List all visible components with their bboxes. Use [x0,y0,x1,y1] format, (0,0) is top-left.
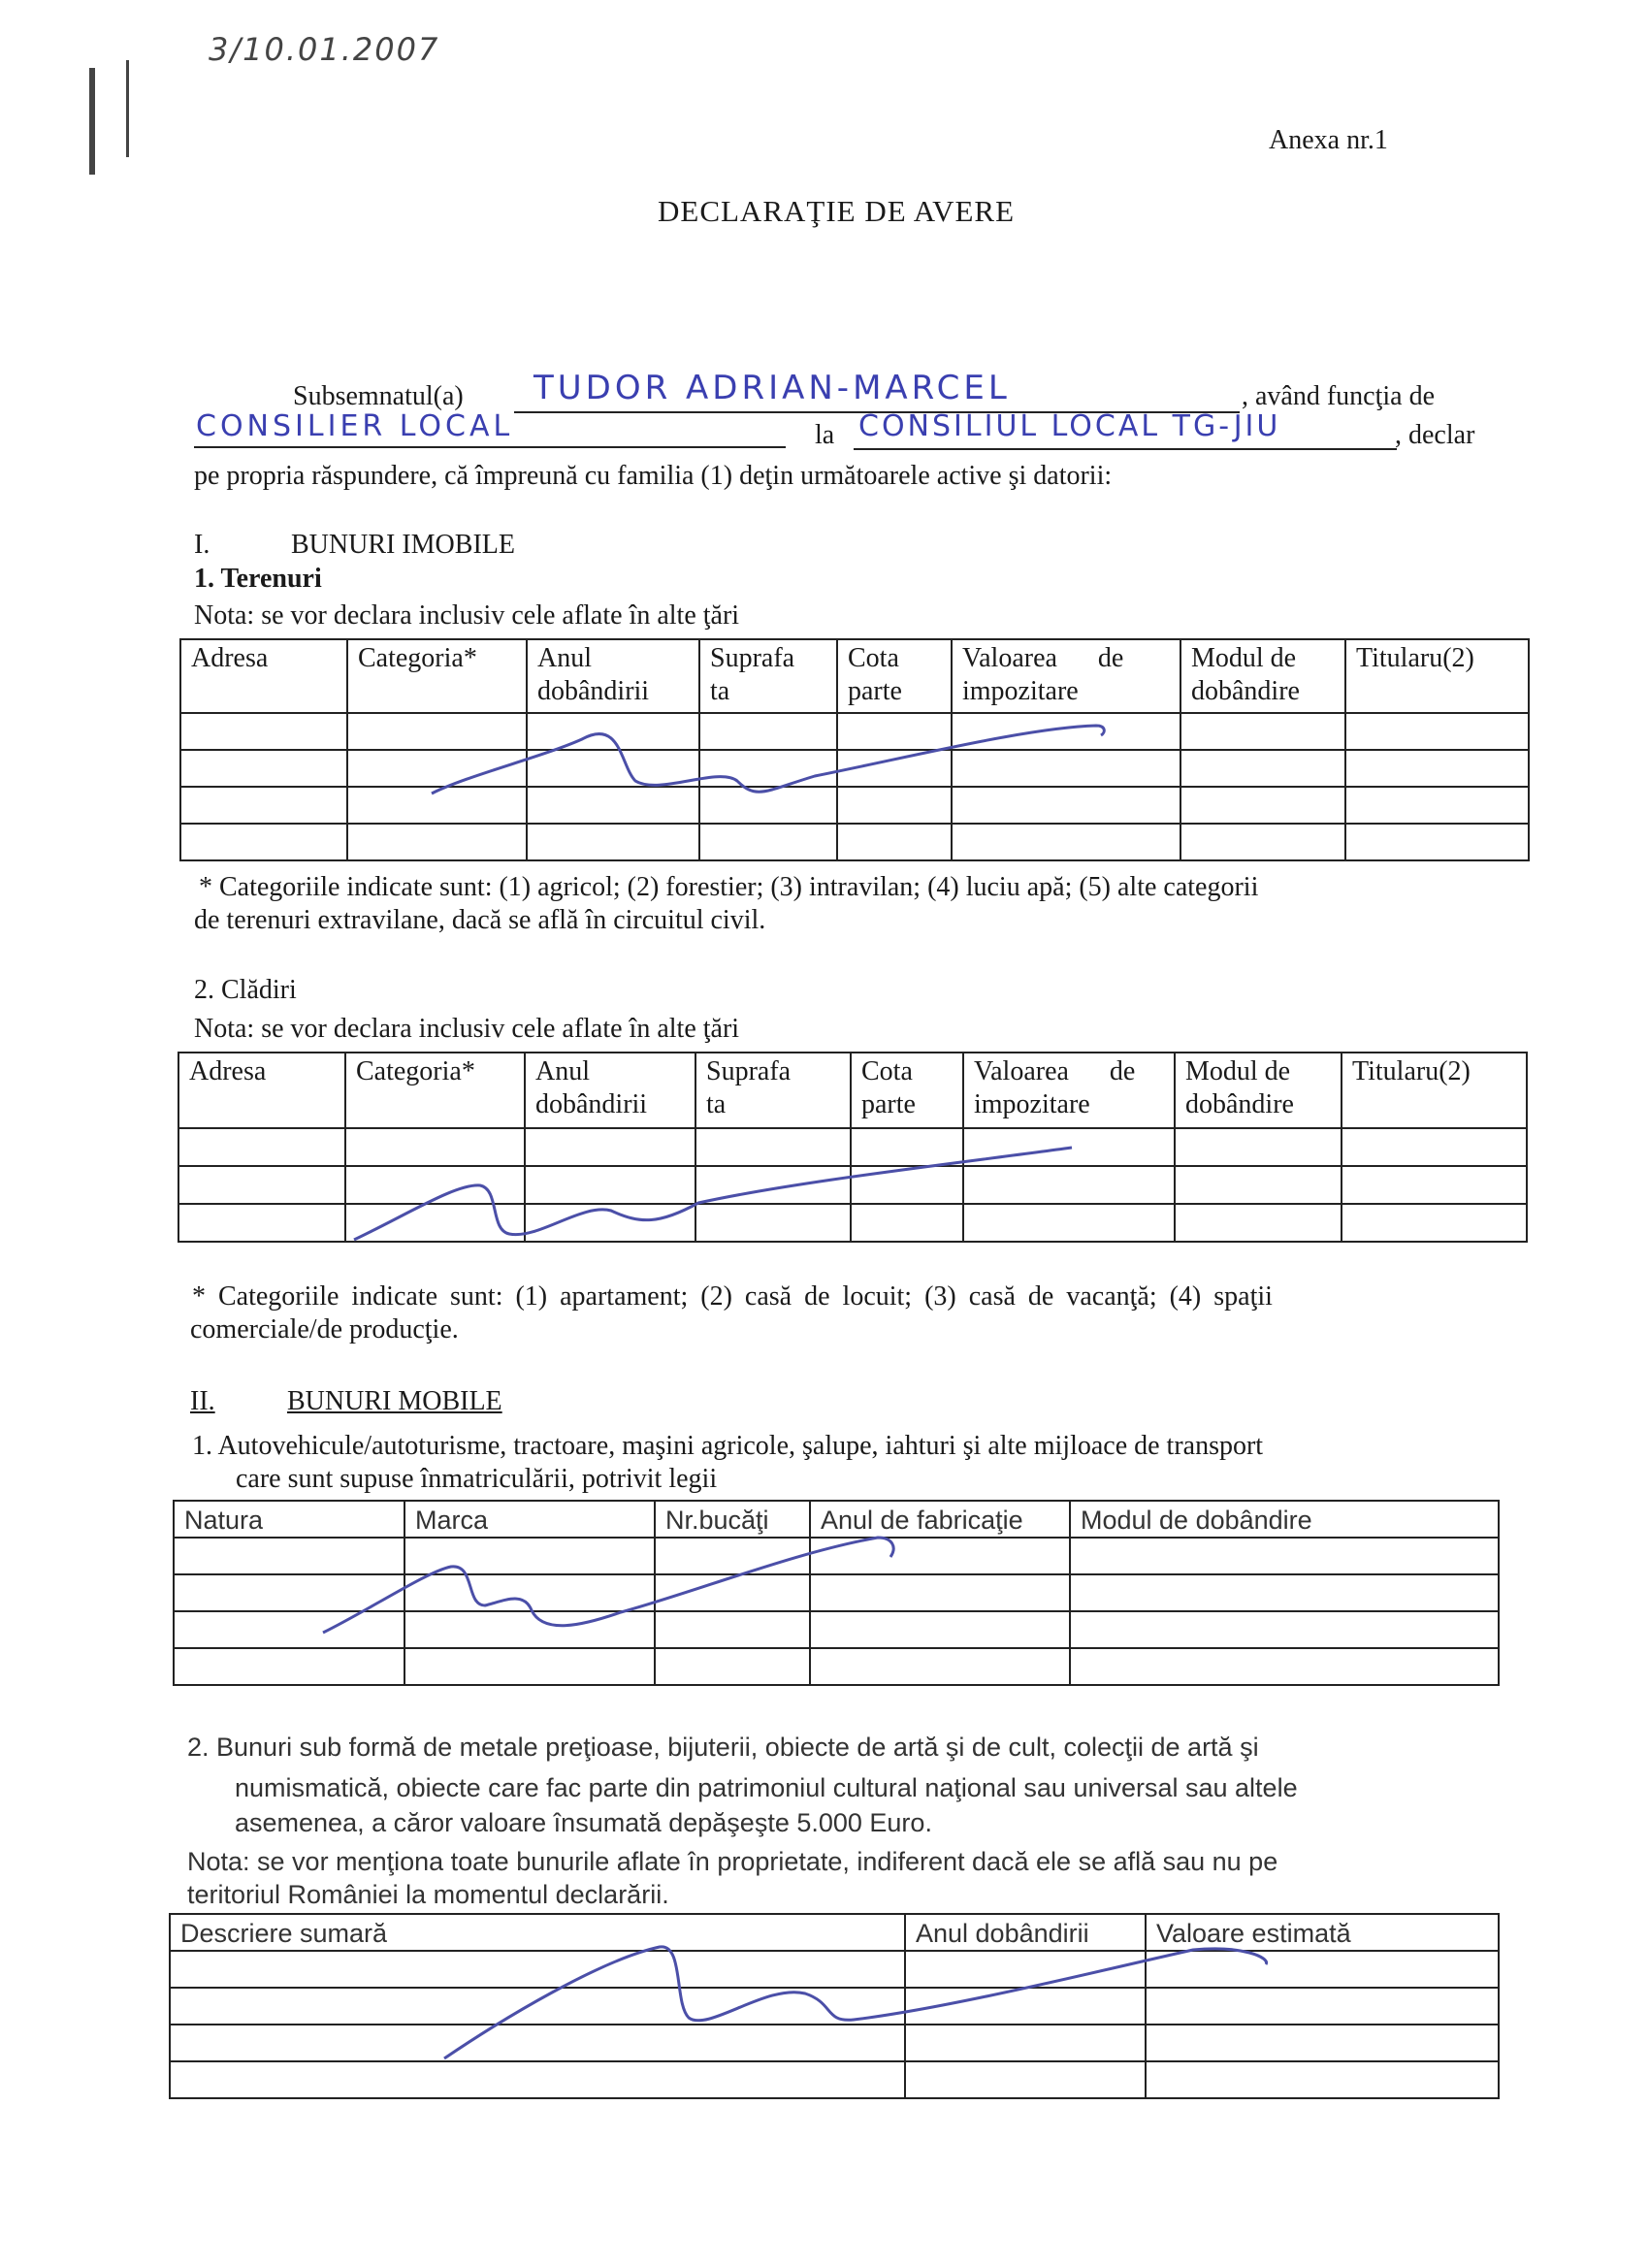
col-modul-dobandire: Modul de dobândire [1180,639,1345,713]
terenuri-footnote-2: de terenuri extravilane, dacă se află în circuitul civil. [194,905,766,935]
valuables-description-1: 2. Bunuri sub formă de metale preţioase, bijuterii, obiecte de artă şi de cult, colecţii de artă şi [187,1733,1259,1762]
col-cota-parte: Cota parte [851,1053,963,1128]
col-natura: Natura [174,1501,404,1538]
col-descriere-sumara: Descriere sumară [170,1914,905,1951]
col-valoarea-impozitare: Valoarea de impozitare [963,1053,1175,1128]
terenuri-heading: 1. Terenuri [194,564,322,594]
col-valoarea-impozitare: Valoarea de impozitare [952,639,1180,713]
valuables-note-2: teritoriul României la momentul declarării. [187,1880,669,1909]
col-valoare-estimata: Valoare estimată [1146,1914,1499,1951]
col-modul-dobandire: Modul de dobândire [1070,1501,1499,1538]
annex-label: Anexa nr.1 [1269,125,1388,155]
section-2-number: II. [190,1386,215,1416]
cancel-stroke-cladiri [354,1148,1072,1240]
handwritten-date: 3/10.01.2007 [209,31,440,68]
col-titular: Titularu(2) [1342,1053,1527,1128]
col-anul-dobandirii: Anul dobândirii [527,639,699,713]
col-modul-dobandire: Modul de dobândire [1175,1053,1342,1128]
col-titular: Titularu(2) [1345,639,1529,713]
col-cota-parte: Cota parte [837,639,952,713]
intro-line-3: pe propria răspundere, că împreună cu familia (1) deţin următoarele active şi datorii: [194,461,1113,491]
col-suprafata: Suprafa ta [699,639,837,713]
col-adresa: Adresa [180,639,347,713]
col-categoria: Categoria* [347,639,527,713]
valuables-note-1: Nota: se vor menţiona toate bunurile aflate în proprietate, indiferent dacă ele se află sau nu pe [187,1847,1278,1876]
valuables-description-2: numismatică, obiecte care fac parte din patrimoniul cultural naţional sau universal sau altele [235,1773,1298,1802]
cancel-stroke-vehicles [323,1538,893,1633]
cladiri-heading: 2. Clădiri [194,975,297,1005]
col-anul-fabricatie: Anul de fabricaţie [810,1501,1070,1538]
vehicles-description-2: care sunt supuse înmatriculării, potrivit legii [236,1464,718,1494]
subsemnatul-label: Subsemnatul(a) [293,381,464,411]
cancel-stroke-valuables [444,1947,1267,2058]
cladiri-footnote-1: * Categoriile indicate sunt: (1) apartament; (2) casă de locuit; (3) casă de vacanţă; (4) spaţii [192,1281,1273,1312]
section-1-title: BUNURI IMOBILE [291,530,515,560]
col-categoria: Categoria* [345,1053,525,1128]
cladiri-note: Nota: se vor declara inclusiv cele aflate în alte ţări [194,1014,740,1044]
cladiri-footnote-2: comerciale/de producţie. [190,1314,459,1345]
col-adresa: Adresa [178,1053,345,1128]
la-label: la [815,420,835,450]
col-anul-dobandirii: Anul dobândirii [905,1914,1146,1951]
terenuri-footnote-1: * Categoriile indicate sunt: (1) agricol; (2) forestier; (3) intravilan; (4) luciu apă; (5) alte categorii [199,872,1259,902]
terenuri-note: Nota: se vor declara inclusiv cele aflate în alte ţări [194,600,740,631]
section-2-title: BUNURI MOBILE [287,1386,502,1416]
col-marca: Marca [404,1501,655,1538]
declarant-name: TUDOR ADRIAN-MARCEL [534,369,1011,407]
col-anul-dobandirii: Anul dobândirii [525,1053,695,1128]
vehicles-description-1: 1. Autovehicule/autoturisme, tractoare, maşini agricole, şalupe, iahturi şi alte mijloace de transport [192,1431,1264,1461]
section-1-number: I. [194,530,210,560]
col-suprafata: Suprafa ta [695,1053,851,1128]
declar-label: , declar [1395,420,1475,450]
declarant-function: CONSILIER LOCAL [196,409,514,443]
page-title: DECLARAŢIE DE AVERE [658,194,1016,228]
declarant-institution: CONSILIUL LOCAL TG-JIU [858,409,1281,443]
avand-label: , având funcţia de [1242,381,1436,411]
valuables-description-3: asemenea, a căror valoare însumată depăşeşte 5.000 Euro. [235,1808,932,1837]
col-nr-bucati: Nr.bucăţi [655,1501,810,1538]
cancel-stroke-terenuri [432,726,1104,794]
